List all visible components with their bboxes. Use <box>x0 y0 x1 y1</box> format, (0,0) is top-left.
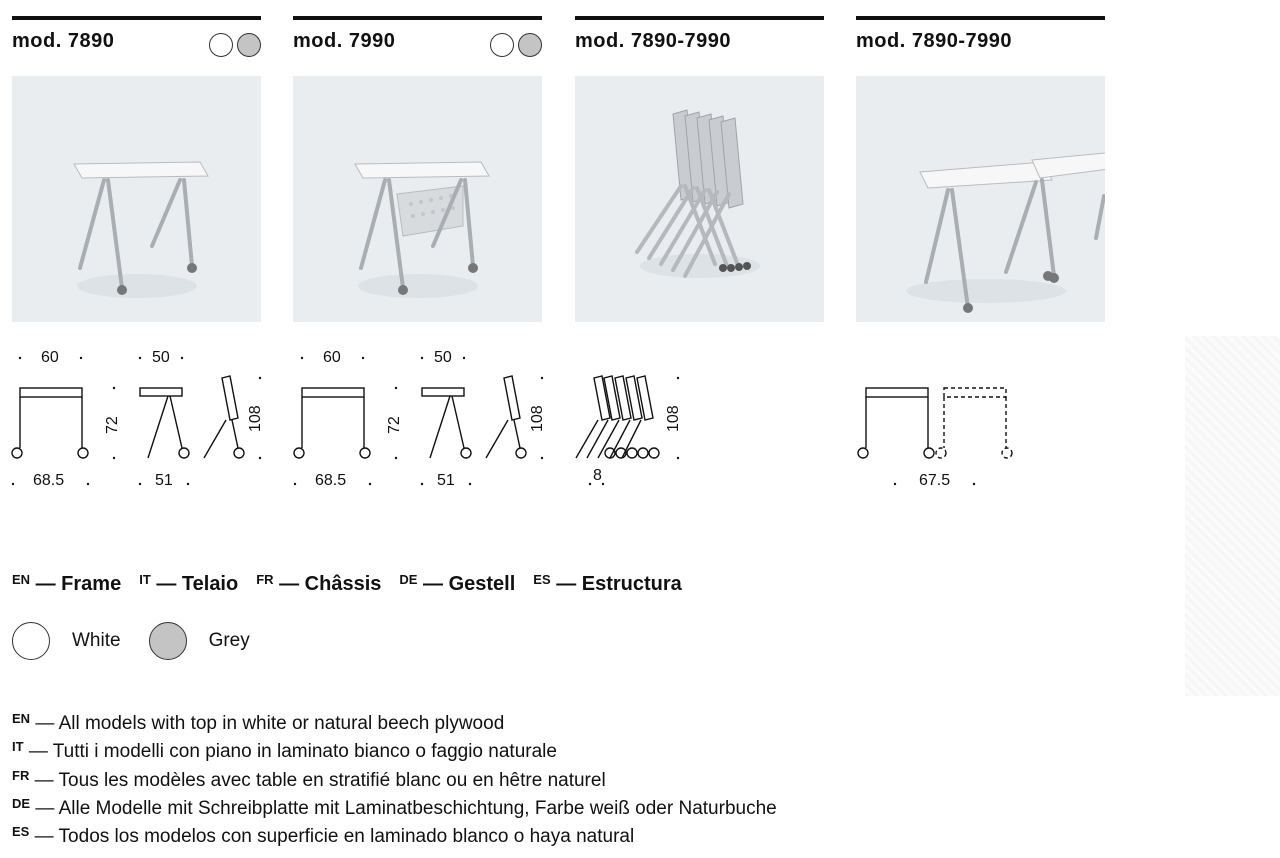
grey-finish-label: Grey <box>208 630 250 651</box>
product-column-3 <box>575 16 824 60</box>
model-title: mod. 7890-7990 <box>856 30 1012 52</box>
stacked-desks-illustration <box>575 76 824 322</box>
product-photo <box>293 76 542 322</box>
dim-width-top: 60 <box>323 349 341 366</box>
dim-depth-bottom: 51 <box>155 472 173 489</box>
note-es: $^{ES}$ — Todos los modelos con superficie en laminado blanco o haya natural <box>12 824 635 848</box>
product-photo <box>12 76 261 322</box>
color-swatches <box>209 33 261 57</box>
dim-height-folded: 108 <box>665 405 682 432</box>
color-swatches <box>490 33 542 57</box>
dim-height: 72 <box>386 416 403 434</box>
column-rule <box>856 16 1105 20</box>
dim-depth-bottom: 51 <box>437 472 455 489</box>
frame-heading-en: $^{EN}$ — Frame <box>12 572 122 595</box>
linked-desks-illustration <box>856 76 1105 322</box>
note-de: $^{DE}$ — Alle Modelle mit Schreibplatte mit Laminatbeschichtung, Farbe weiß oder Naturbuche <box>12 795 777 819</box>
product-photo <box>575 76 824 322</box>
white-swatch <box>490 33 514 57</box>
dim-height-folded: 108 <box>529 405 546 432</box>
dim-width-top: 60 <box>41 349 59 366</box>
grey-swatch <box>518 33 542 57</box>
white-swatch <box>209 33 233 57</box>
dim-stack-pitch: 8 <box>593 467 602 484</box>
column-rule <box>293 16 542 20</box>
dim-width-bottom: 68.5 <box>33 472 65 489</box>
frame-heading <box>12 573 682 596</box>
white-finish-label: White <box>72 630 121 651</box>
column-rule <box>12 16 261 20</box>
dim-depth-top: 50 <box>434 349 452 366</box>
dim-width-bottom: 68.5 <box>315 472 347 489</box>
product-column-2 <box>293 16 542 60</box>
frame-heading-fr: $^{FR}$ — Châssis <box>256 572 382 595</box>
background-texture <box>1185 336 1280 696</box>
frame-heading-it: $^{IT}$ — Telaio <box>139 572 239 595</box>
technical-drawings <box>0 340 1120 500</box>
dim-height: 72 <box>104 416 121 434</box>
finish-legend <box>12 622 278 660</box>
dim-depth-top: 50 <box>152 349 170 366</box>
note-fr: $^{FR}$ — Tous les modèles avec table en stratifié blanc ou en hêtre naturel <box>12 767 606 791</box>
grey-finish-swatch <box>149 622 187 660</box>
model-title: mod. 7890 <box>12 30 115 52</box>
model-title: mod. 7890-7990 <box>575 30 731 52</box>
product-photo <box>856 76 1105 322</box>
note-en: $^{EN}$ — All models with top in white or natural beech plywood <box>12 711 505 734</box>
dim-width-bottom: 67.5 <box>919 472 951 489</box>
column-rule <box>575 16 824 20</box>
desk-with-modesty-panel-illustration <box>293 76 542 322</box>
product-column-1 <box>12 16 261 60</box>
top-finish-notes <box>12 710 777 851</box>
dim-height-folded: 108 <box>247 405 264 432</box>
frame-heading-de: $^{DE}$ — Gestell <box>399 572 516 595</box>
product-column-4 <box>856 16 1105 60</box>
model-title: mod. 7990 <box>293 30 396 52</box>
white-finish-swatch <box>12 622 50 660</box>
desk-illustration <box>12 76 261 322</box>
frame-heading-es: $^{ES}$ — Estructura <box>533 572 682 595</box>
note-it: $^{IT}$ — Tutti i modelli con piano in laminato bianco o faggio naturale <box>12 739 557 763</box>
grey-swatch <box>237 33 261 57</box>
